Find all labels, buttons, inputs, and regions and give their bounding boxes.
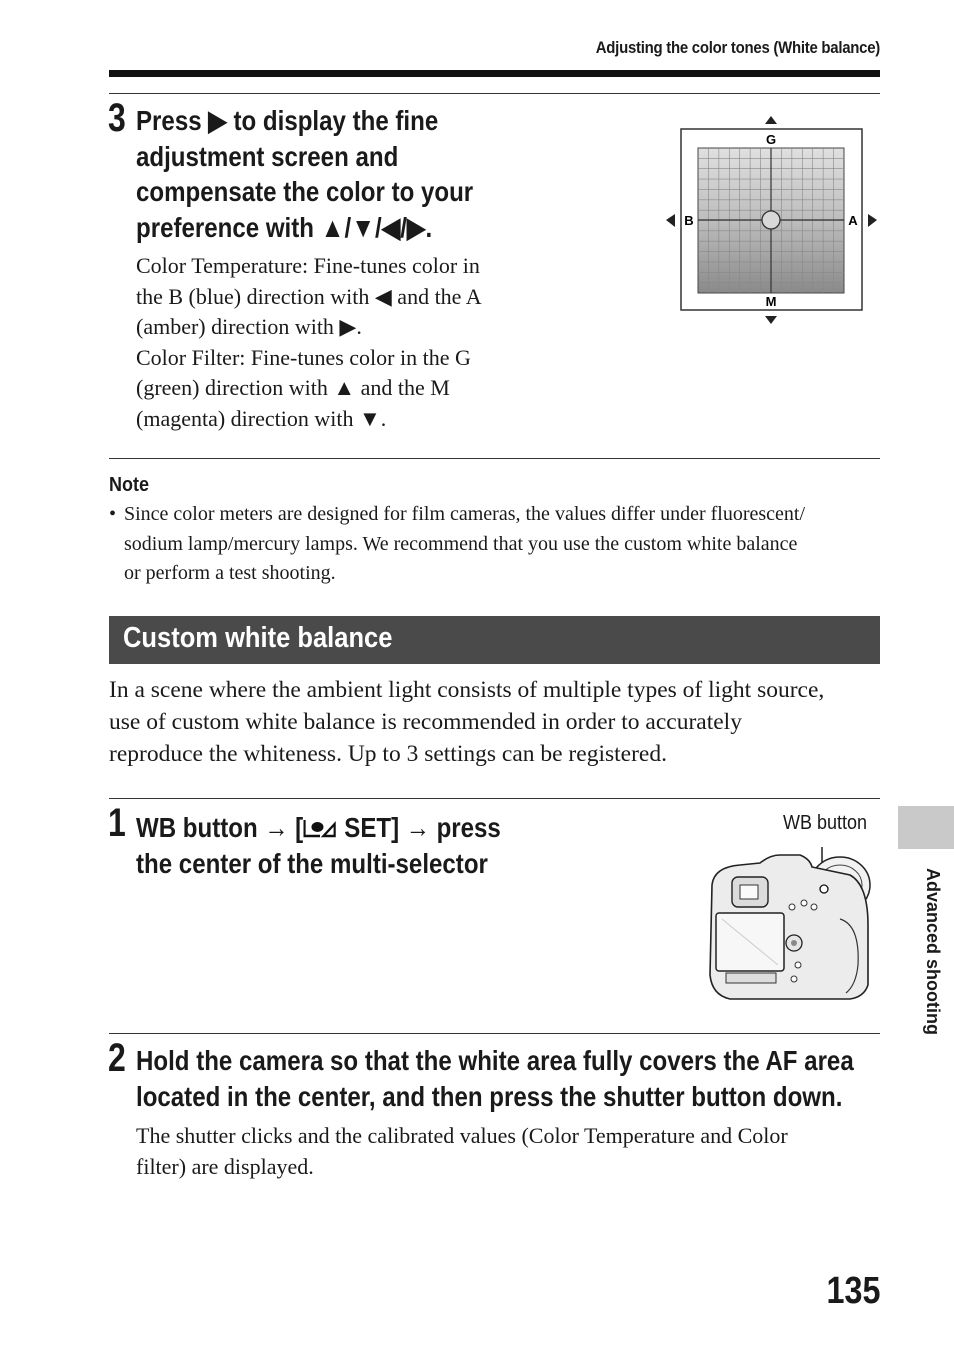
grid-label-g: G — [765, 132, 777, 147]
chapter-tab-label: Advanced shooting — [923, 868, 943, 1036]
up-arrow-icon — [765, 116, 777, 124]
step3-title-line: adjustment screen and — [136, 140, 399, 172]
step2-body-line: filter) are displayed. — [136, 1153, 314, 1179]
bullet: • — [109, 503, 117, 525]
right-arrow-icon — [868, 214, 877, 227]
camera-illustration — [700, 845, 880, 1005]
step-number: 2 — [108, 1036, 126, 1080]
step-number: 3 — [108, 96, 126, 140]
step3-title — [136, 103, 532, 245]
step2-title-line: Hold the camera so that the white area fully covers the AF area — [136, 1045, 854, 1076]
step2-rule — [109, 1033, 880, 1034]
step3-title-line: preference with ▲/▼/◀/▶. — [136, 211, 433, 243]
step-number: 1 — [108, 801, 126, 845]
wb-button-icon — [820, 885, 828, 893]
step2-title-line: located in the center, and then press the shutter button down. — [136, 1080, 843, 1112]
intro-line: In a scene where the ambient light consists of multiple types of light source, — [109, 677, 825, 703]
step3-rule — [109, 93, 880, 94]
step3-title-line: compensate the color to your — [136, 176, 474, 207]
step1-title-part: WB button → [ — [136, 812, 304, 843]
section-title: Custom white balance — [123, 622, 393, 654]
step3-body-line: the B (blue) direction with ◀ and the A — [136, 283, 482, 309]
down-arrow-icon — [765, 316, 777, 324]
left-arrow-icon — [666, 214, 675, 227]
step3-title-line: Press ▶ to display the fine — [136, 105, 439, 136]
note-line: Since color meters are designed for film cameras, the values differ under fluorescent/ — [124, 503, 806, 525]
page-number: 135 — [826, 1270, 880, 1312]
chapter-tab — [898, 806, 954, 849]
note-text — [109, 500, 889, 589]
note-heading: Note — [109, 474, 150, 496]
grid-label-m: M — [765, 294, 777, 309]
step3-body-line: (green) direction with ▲ and the M — [136, 375, 450, 400]
step1-rule — [109, 798, 880, 799]
running-header: Adjusting the color tones (White balance) — [595, 38, 880, 57]
note-rule — [109, 458, 880, 459]
step3-body-line: (amber) direction with ▶. — [136, 314, 362, 339]
grid-label-a: A — [848, 213, 858, 228]
header-rule — [109, 70, 880, 77]
section-header-band — [109, 616, 880, 664]
current-position-marker — [762, 211, 780, 229]
step2-title — [136, 1043, 893, 1114]
step3-body — [136, 251, 556, 434]
grid-label-b: B — [684, 213, 694, 228]
wb-button-callout-label: WB button — [783, 812, 868, 834]
intro-line: use of custom white balance is recommended in order to accurately — [109, 709, 742, 735]
intro-line: reproduce the whiteness. Up to 3 settings can be registered. — [109, 741, 667, 767]
step1-title-line: the center of the multi-selector — [136, 847, 488, 879]
step3-body-line: Color Temperature: Fine-tunes color in — [136, 253, 480, 278]
color-shift-grid-diagram — [660, 110, 882, 332]
section-intro — [109, 674, 889, 770]
step3-body-line: (magenta) direction with ▼. — [136, 405, 387, 431]
step2-body — [136, 1121, 896, 1182]
note-line: or perform a test shooting. — [124, 562, 336, 584]
note-line: sodium lamp/mercury lamps. We recommend that you use the custom white balance — [124, 532, 798, 555]
step1-title-part: SET] → press — [337, 812, 501, 843]
step3-body-line: Color Filter: Fine-tunes color in the G — [136, 344, 471, 370]
custom-wb-icon — [303, 816, 337, 840]
step2-body-line: The shutter clicks and the calibrated values (Color Temperature and Color — [136, 1123, 788, 1148]
step1-title — [136, 810, 583, 881]
